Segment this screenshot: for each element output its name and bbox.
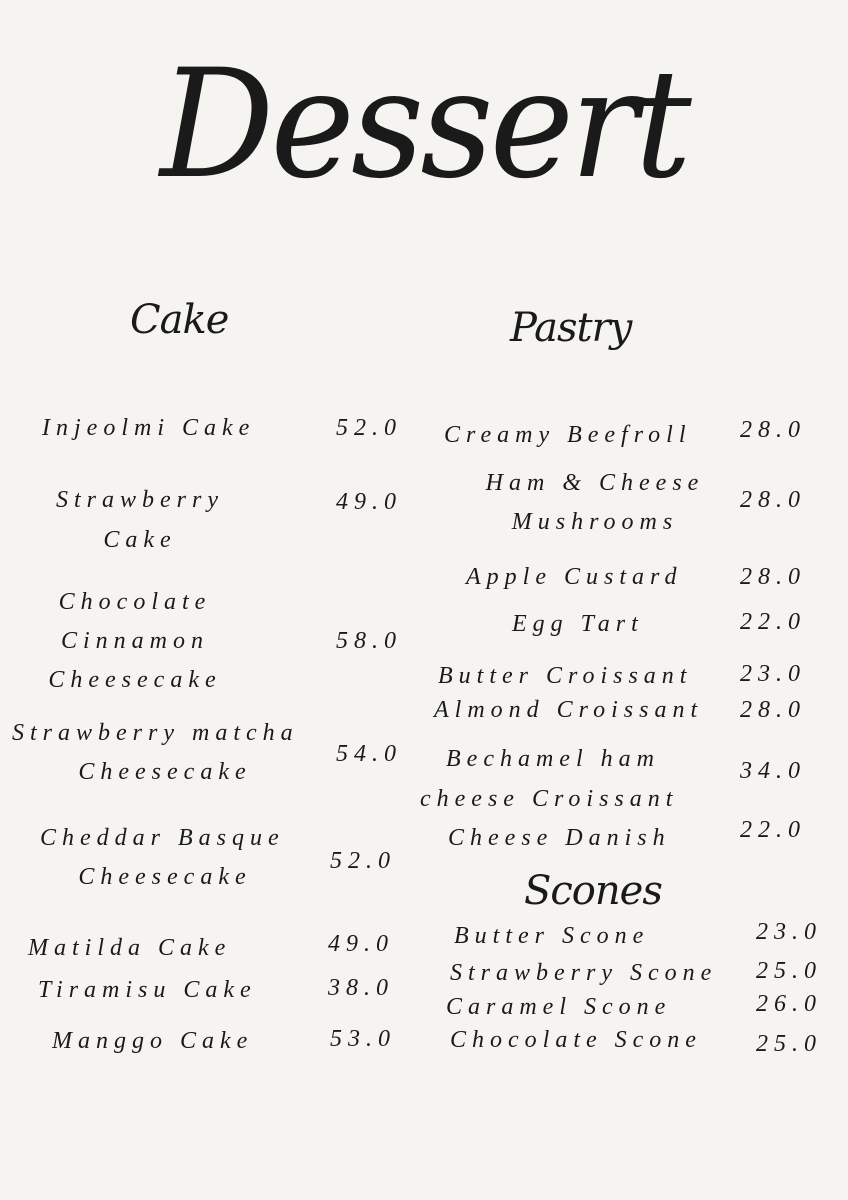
cake-price-cheddar-basque: 52.0 — [330, 848, 396, 874]
cake-item-chocolate-cinnamon: Chocolate — [58, 589, 212, 615]
pastry-item-ham-cheese: Ham & Cheese — [485, 470, 705, 496]
cake-item-strawberry-matcha-line2: Cheesecake — [78, 759, 252, 785]
cake-item-strawberry-matcha: Strawberry matcha — [12, 720, 299, 746]
pastry-item-ham-cheese-line2: Mushrooms — [511, 509, 679, 535]
cake-price-strawberry: 49.0 — [336, 489, 402, 515]
cake-price-injeolmi: 52.0 — [336, 415, 402, 441]
cake-price-tiramisu: 38.0 — [328, 975, 394, 1001]
cake-item-chocolate-cinnamon-line2: Cinnamon — [60, 628, 209, 654]
pastry-price-bechamel: 34.0 — [740, 758, 806, 784]
cake-item-chocolate-cinnamon-line3: Cheesecake — [48, 667, 222, 693]
cake-item-injeolmi: Injeolmi Cake — [42, 415, 256, 441]
cake-item-strawberry: Strawberry — [56, 487, 224, 513]
pastry-heading: Pastry — [510, 305, 632, 351]
scone-item-chocolate: Chocolate Scone — [450, 1027, 702, 1053]
menu-title: Dessert — [160, 38, 688, 212]
cake-price-manggo: 53.0 — [330, 1026, 396, 1052]
scone-item-butter: Butter Scone — [454, 923, 650, 949]
pastry-price-creamy-beefroll: 28.0 — [740, 417, 806, 443]
pastry-price-apple-custard: 28.0 — [740, 564, 806, 590]
scone-item-strawberry: Strawberry Scone — [450, 960, 718, 986]
cake-item-tiramisu: Tiramisu Cake — [38, 977, 257, 1003]
pastry-item-apple-custard: Apple Custard — [466, 564, 683, 590]
cake-heading: Cake — [130, 297, 229, 343]
pastry-item-bechamel: Bechamel ham — [446, 746, 660, 772]
pastry-price-butter-croissant: 23.0 — [740, 661, 806, 687]
pastry-item-egg-tart: Egg Tart — [512, 611, 644, 637]
cake-item-cheddar-basque: Cheddar Basque — [40, 825, 285, 851]
scone-price-butter: 23.0 — [756, 919, 822, 945]
cake-item-strawberry-line2: Cake — [103, 527, 177, 553]
scone-price-chocolate: 25.0 — [756, 1031, 822, 1057]
cake-item-cheddar-basque-line2: Cheesecake — [78, 864, 252, 890]
cake-price-chocolate-cinnamon: 58.0 — [336, 628, 402, 654]
scone-price-strawberry: 25.0 — [756, 958, 822, 984]
scones-heading: Scones — [524, 868, 662, 914]
cake-price-matilda: 49.0 — [328, 931, 394, 957]
pastry-item-bechamel-line2: cheese Croissant — [420, 786, 679, 812]
pastry-item-almond-croissant: Almond Croissant — [434, 697, 704, 723]
scone-price-caramel: 26.0 — [756, 991, 822, 1017]
pastry-price-egg-tart: 22.0 — [740, 609, 806, 635]
pastry-price-cheese-danish: 22.0 — [740, 817, 806, 843]
scone-item-caramel: Caramel Scone — [446, 994, 672, 1020]
pastry-item-cheese-danish: Cheese Danish — [448, 825, 671, 851]
cake-item-matilda: Matilda Cake — [28, 935, 232, 961]
cake-price-strawberry-matcha: 54.0 — [336, 741, 402, 767]
pastry-item-butter-croissant: Butter Croissant — [438, 663, 693, 689]
cake-item-manggo: Manggo Cake — [52, 1028, 254, 1054]
pastry-price-almond-croissant: 28.0 — [740, 697, 806, 723]
pastry-item-creamy-beefroll: Creamy Beefroll — [444, 422, 692, 448]
pastry-price-ham-cheese: 28.0 — [740, 487, 806, 513]
